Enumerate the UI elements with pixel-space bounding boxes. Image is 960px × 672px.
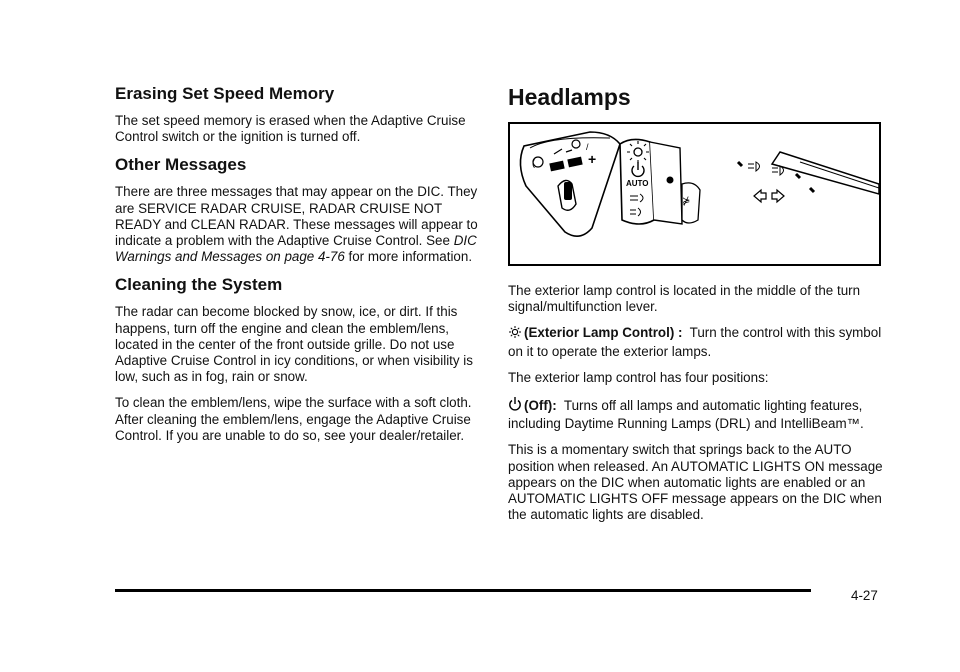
heading-headlamps: Headlamps	[508, 84, 631, 110]
other-messages-text: There are three messages that may appear on the DIC. They are SERVICE RADAR CRUISE, RADAR CRUISE NOT READY and CLEAN RADAR. These messages will appear to indicate a problem with the Adaptive Cruise Control. See	[115, 184, 478, 249]
exterior-lamp-text: Turn the control with this symbol on it to operate the exterior lamps.	[508, 325, 882, 359]
footer-rule	[115, 589, 811, 592]
paragraph-exterior-lamp-control	[508, 325, 883, 359]
svg-text:/: /	[586, 142, 589, 152]
power-off-icon	[508, 396, 522, 416]
exterior-lamp-icon	[508, 325, 522, 343]
paragraph-cleaning-1: The radar can become blocked by snow, ice, or dirt. If this happens, turn off the engine and clean the emblem/lens, located in the center of the front outside grille. Do not use Adaptive Cruise Control in icy conditions, or when visibility is low, such as in fog, rain or snow.	[115, 304, 473, 385]
lamp-control-lever-illustration	[508, 122, 881, 266]
svg-text:(: (	[532, 158, 535, 168]
heading-erasing-set-speed-memory: Erasing Set Speed Memory	[115, 84, 335, 103]
paragraph-positions: The exterior lamp control has four positions:	[508, 369, 769, 385]
paragraph-erasing: The set speed memory is erased when the Adaptive Cruise Control switch or the ignition is turned off.	[115, 113, 466, 145]
paragraph-momentary-switch: This is a momentary switch that springs back to the AUTO position when released. An AUTOMATIC LIGHTS ON message appears on the DIC when automatic lights are enabled or an AUTOMATIC LIGHTS OFF message appears on the DIC when the automatic lights are disabled.	[508, 442, 883, 523]
svg-text:⋡: ⋡	[682, 196, 691, 207]
dic-warnings-reference-link[interactable]: DIC Warnings and Messages on page 4-76	[115, 233, 477, 265]
svg-text:+: +	[588, 151, 597, 167]
paragraph-other-messages	[115, 184, 479, 265]
lever-drawing	[510, 124, 879, 264]
exterior-lamp-label: (Exterior Lamp Control) :	[524, 325, 683, 341]
heading-cleaning-the-system: Cleaning the System	[115, 275, 283, 295]
paragraph-off-position	[508, 396, 883, 432]
paragraph-cleaning-2: To clean the emblem/lens, wipe the surface with a soft cloth. After cleaning the emblem/lens, engage the Adaptive Cruise Control. If you are unable to do so, see your dealer/retailer.	[115, 395, 472, 443]
paragraph-lamp-intro: The exterior lamp control is located in the middle of the turn signal/multifunction lever.	[508, 283, 861, 315]
heading-other-messages: Other Messages	[115, 155, 247, 175]
page-number: 4-27	[851, 588, 878, 603]
auto-position-label: AUTO	[626, 179, 649, 188]
off-text: Turns off all lamps and automatic lighting features, including Daytime Running Lamps (DRL) and IntelliBeam™.	[508, 398, 864, 432]
off-label: (Off):	[524, 398, 557, 414]
other-messages-text-end: for more information.	[348, 249, 473, 265]
left-column	[115, 84, 479, 454]
right-column	[508, 84, 883, 533]
